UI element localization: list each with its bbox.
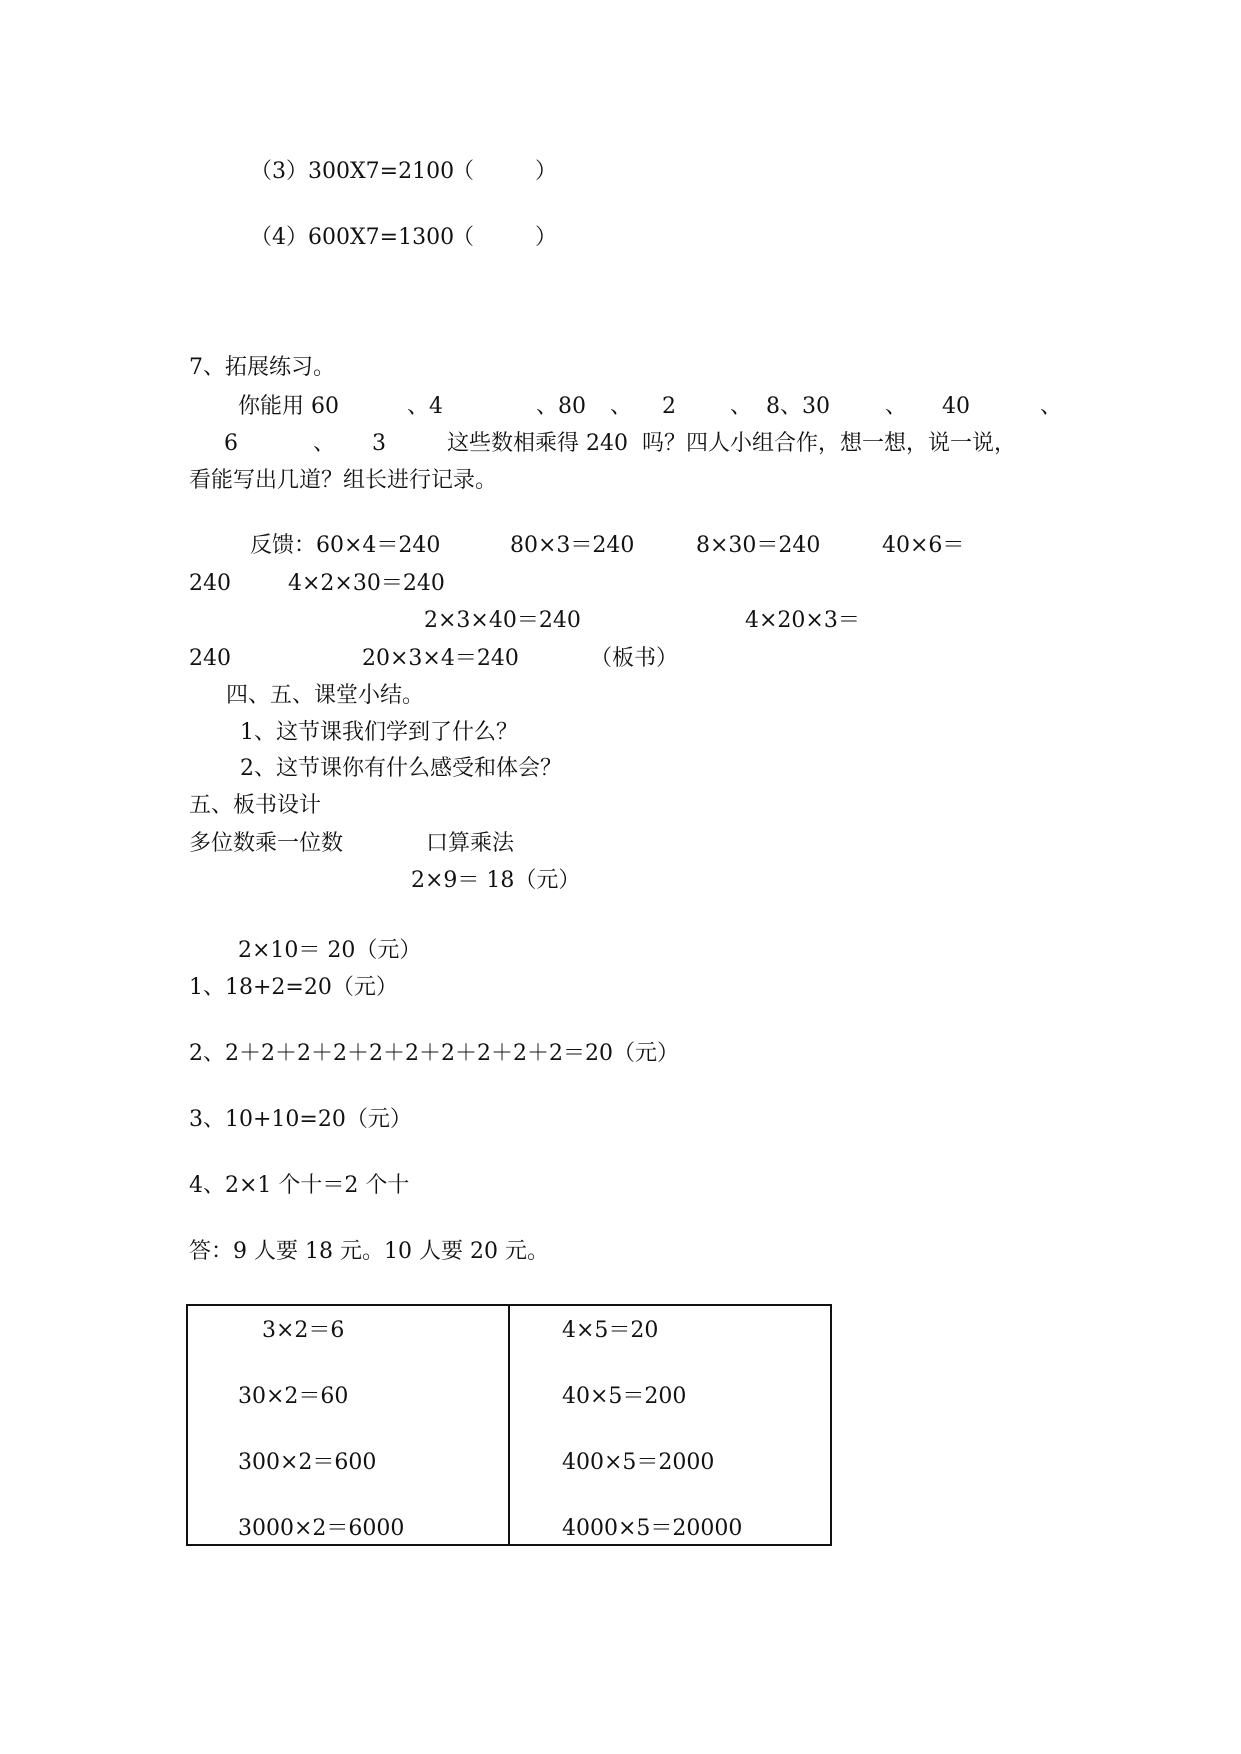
question-text: 这些数相乘得 240 吗？四人小组合作，想一想，说一说， xyxy=(447,431,1016,456)
question-token: 、4 xyxy=(407,394,443,419)
feedback-item: 240 xyxy=(189,646,231,671)
question-token: 、80 xyxy=(536,394,586,419)
board-title-right: 口算乘法 xyxy=(426,831,515,856)
feedback-item: 80×3＝240 xyxy=(510,533,635,558)
answer-line: 答：9 人要 18 元。10 人要 20 元。 xyxy=(189,1239,549,1264)
question-token: 40 xyxy=(942,394,970,419)
question-token: 2 xyxy=(662,394,676,419)
table-equation: 400×5＝2000 xyxy=(562,1450,715,1475)
table-equation: 300×2＝600 xyxy=(238,1450,377,1475)
item-3-label: （3）300X7=2100 xyxy=(250,159,455,184)
section7-heading: 7、拓展练习。 xyxy=(189,355,335,380)
question-token: 、 xyxy=(610,394,633,419)
feedback-item: 4×2×30＝240 xyxy=(288,571,445,596)
table-equation: 3×2＝6 xyxy=(262,1318,345,1343)
feedback-item: 240 xyxy=(189,571,231,596)
table-equation: 40×5＝200 xyxy=(562,1384,687,1409)
feedback-item: 8×30＝240 xyxy=(696,533,821,558)
feedback-item: 20×3×4＝240 xyxy=(362,646,519,671)
table-equation: 4000×5＝20000 xyxy=(562,1516,743,1541)
item-4-paren-close: ） xyxy=(535,225,558,250)
item-4-label: （4）600X7=1300 xyxy=(250,225,455,250)
board-design-heading: 五、板书设计 xyxy=(189,793,322,818)
feedback-item: （板书） xyxy=(590,646,679,671)
question-token: 8、30 xyxy=(766,394,830,419)
table-equation: 3000×2＝6000 xyxy=(238,1516,405,1541)
question-token: 3 xyxy=(372,431,386,456)
item-4-paren-open: （ xyxy=(452,225,475,250)
question-token: 、 xyxy=(885,394,908,419)
method-line: 4、2×1 个十＝2 个十 xyxy=(189,1173,410,1198)
table-equation: 30×2＝60 xyxy=(238,1384,349,1409)
board-table-left-cell xyxy=(187,1305,509,1545)
method-line: 3、10+10=20（元） xyxy=(189,1107,412,1132)
question-token: 你能用 60 xyxy=(238,394,339,419)
question-token: 、 xyxy=(1040,394,1063,419)
feedback-item: 2×3×40＝240 xyxy=(424,608,581,633)
feedback-item: 40×6＝ xyxy=(882,533,965,558)
item-3-paren-open: （ xyxy=(452,159,475,184)
question-token: 、 xyxy=(313,431,336,456)
board-title-left: 多位数乘一位数 xyxy=(189,831,344,856)
summary-question: 1、这节课我们学到了什么？ xyxy=(240,720,518,745)
question-token: 、 xyxy=(730,394,753,419)
question-token: 6 xyxy=(224,431,238,456)
item-3-paren-close: ） xyxy=(535,159,558,184)
board-equation: 2×10＝ 20（元） xyxy=(238,938,422,963)
board-table xyxy=(186,1304,832,1546)
method-line: 2、2＋2＋2＋2＋2＋2＋2＋2＋2＋2＝20（元） xyxy=(189,1041,679,1066)
summary-question: 2、这节课你有什么感受和体会？ xyxy=(240,756,562,781)
board-table-right-cell xyxy=(509,1305,831,1545)
feedback-item: 4×20×3＝ xyxy=(745,608,860,633)
method-line: 1、18+2=20（元） xyxy=(189,975,398,1000)
board-equation: 2×9＝ 18（元） xyxy=(411,868,581,893)
feedback-item: 反馈：60×4＝240 xyxy=(250,533,441,558)
table-equation: 4×5＝20 xyxy=(562,1318,659,1343)
summary-heading: 四、五、课堂小结。 xyxy=(226,683,425,708)
question-text: 看能写出几道？组长进行记录。 xyxy=(189,468,498,493)
